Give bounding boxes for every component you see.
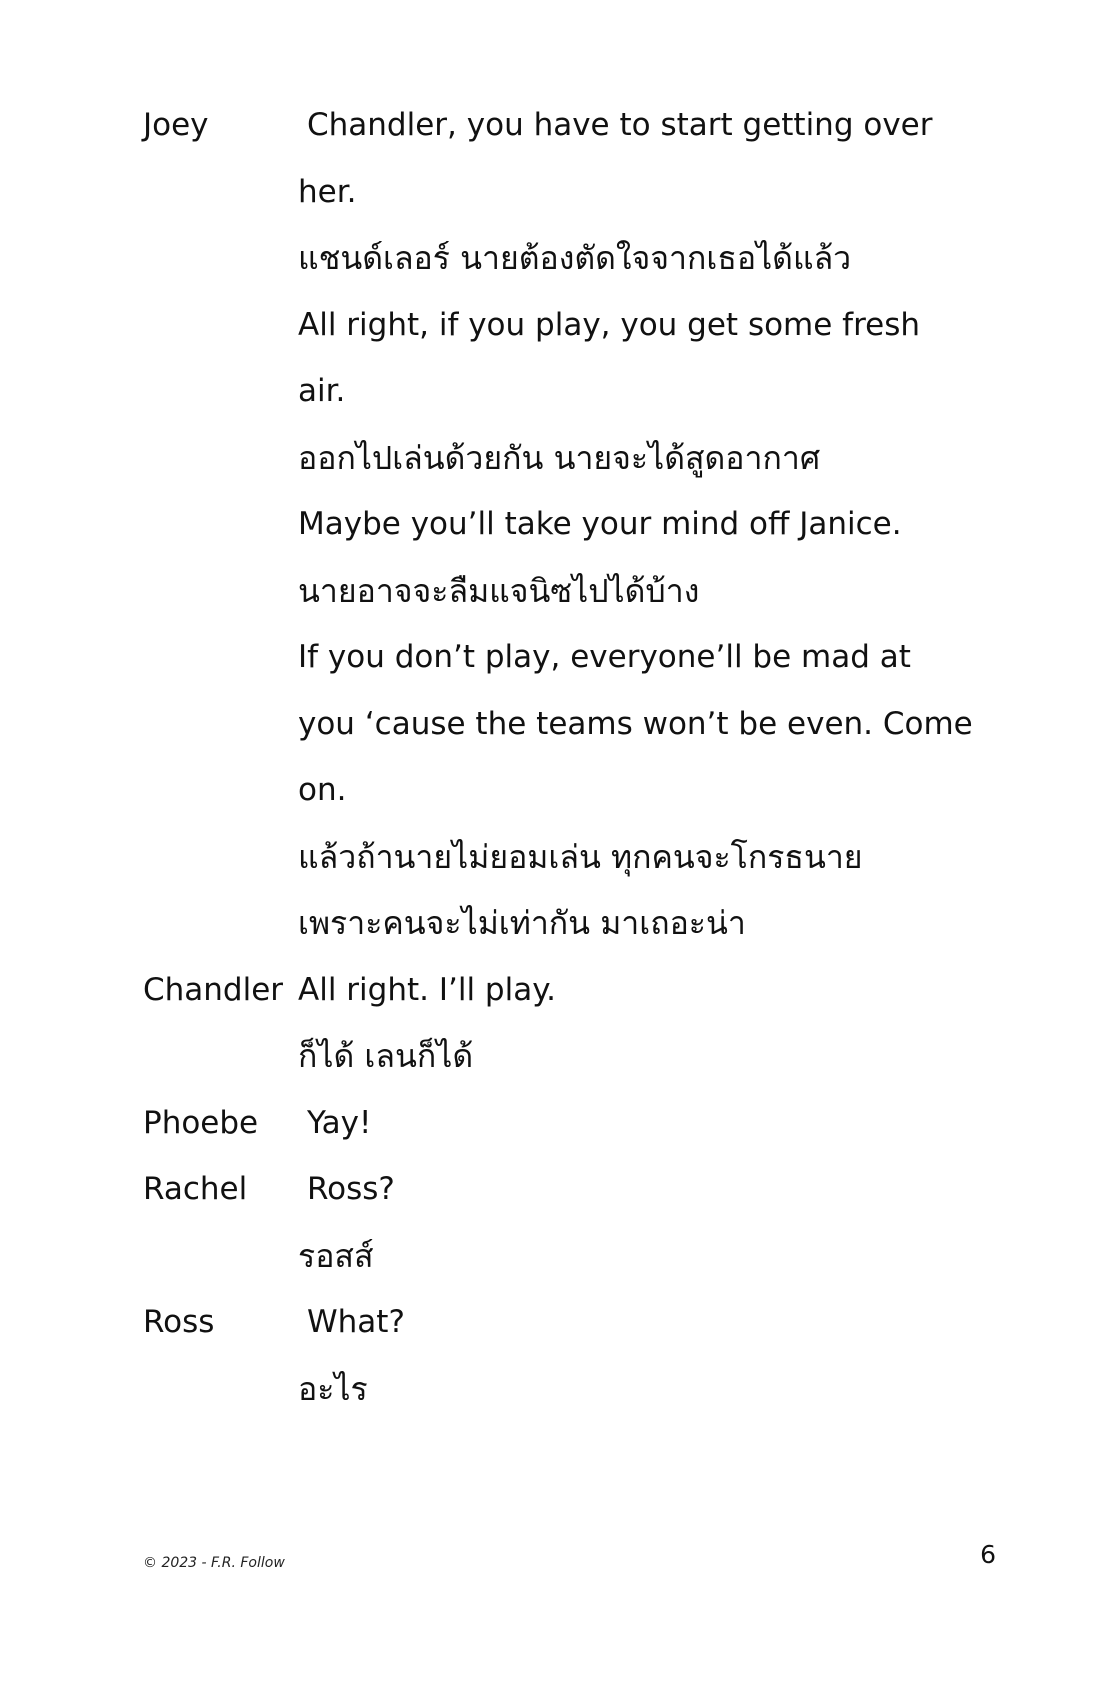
speaker-name: Chandler bbox=[143, 971, 284, 1008]
copyright-notice: © 2023 - F.R. Follow bbox=[143, 1555, 285, 1571]
speaker-name: Phoebe bbox=[143, 1104, 259, 1141]
english-line: What? bbox=[307, 1304, 405, 1340]
dialogue-line bbox=[143, 1289, 1023, 1356]
english-line: All right, if you play, you get some fresh bbox=[298, 306, 921, 343]
dialogue-line bbox=[143, 491, 1023, 558]
dialogue-line bbox=[143, 757, 1023, 824]
english-line: on. bbox=[298, 772, 347, 808]
thai-translation: แชนด์เลอร์ นายต้องตัดใจจากเธอได้แล้ว bbox=[298, 239, 852, 277]
dialogue-line bbox=[143, 358, 1023, 425]
english-line: Maybe you’ll take your mind off Janice. bbox=[298, 506, 902, 542]
speaker-name: Ross bbox=[143, 1304, 215, 1340]
dialogue-line bbox=[143, 624, 1023, 691]
dialogue-line bbox=[143, 691, 1023, 758]
dialogue-line bbox=[143, 292, 1023, 359]
thai-translation: ก็ได้ เลนก็ได้ bbox=[298, 1037, 474, 1075]
dialogue-line bbox=[143, 159, 1023, 226]
dialogue-line bbox=[143, 1090, 1023, 1157]
thai-translation: รอสส์ bbox=[298, 1236, 374, 1275]
dialogue-line bbox=[143, 1156, 1023, 1223]
dialogue-line bbox=[143, 225, 1023, 292]
page-number: 6 bbox=[980, 1540, 996, 1569]
english-line: Ross? bbox=[307, 1171, 395, 1207]
english-line: Yay! bbox=[307, 1104, 372, 1141]
dialogue-script bbox=[143, 92, 1023, 1422]
english-line: you ‘cause the teams won’t be even. Come bbox=[298, 705, 973, 742]
dialogue-line bbox=[143, 824, 1023, 891]
thai-translation: เพราะคนจะไม่เท่ากัน มาเถอะน่า bbox=[298, 904, 746, 942]
dialogue-line bbox=[143, 1223, 1023, 1290]
dialogue-line bbox=[143, 957, 1023, 1024]
english-line: All right. I’ll play. bbox=[298, 971, 556, 1008]
thai-translation: อะไร bbox=[298, 1369, 368, 1408]
dialogue-line bbox=[143, 425, 1023, 492]
thai-translation: แล้วถ้านายไม่ยอมเล่น ทุกคนจะโกรธนาย bbox=[298, 837, 863, 876]
thai-translation: นายอาจจะลืมแจนิซไปได้บ้าง bbox=[298, 571, 700, 610]
dialogue-line bbox=[143, 890, 1023, 957]
dialogue-line bbox=[143, 92, 1023, 159]
dialogue-line bbox=[143, 558, 1023, 625]
english-line: air. bbox=[298, 373, 346, 409]
dialogue-line bbox=[143, 1023, 1023, 1090]
english-line: If you don’t play, everyone’ll be mad at bbox=[298, 639, 911, 675]
english-line: Chandler, you have to start getting over bbox=[307, 107, 933, 143]
english-line: her. bbox=[298, 173, 357, 210]
speaker-name: Joey bbox=[143, 107, 209, 143]
speaker-name: Rachel bbox=[143, 1171, 248, 1207]
dialogue-line bbox=[143, 1356, 1023, 1423]
thai-translation: ออกไปเล่นด้วยกัน นายจะได้สูดอากาศ bbox=[298, 438, 821, 477]
